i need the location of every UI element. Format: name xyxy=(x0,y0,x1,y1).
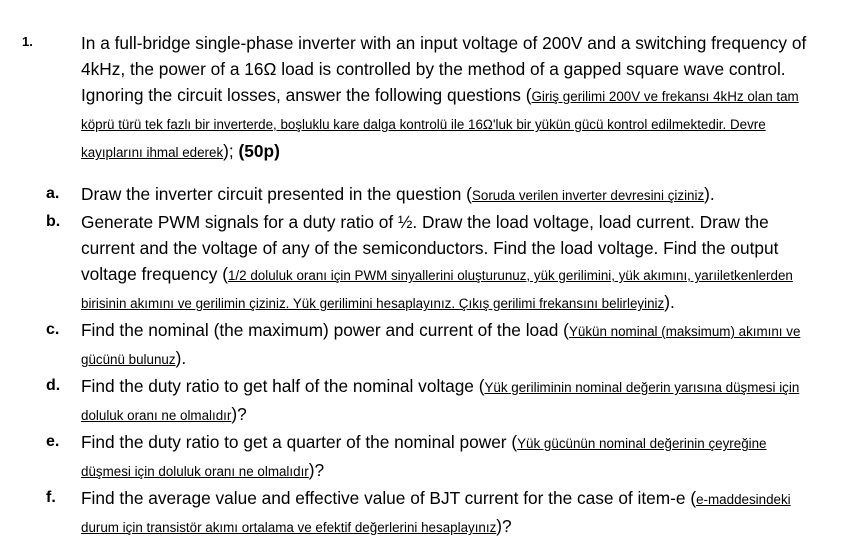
subquestion-closing-punct: ). xyxy=(664,292,675,312)
subquestion-f xyxy=(0,485,811,541)
subquestion-closing-punct: )? xyxy=(496,516,512,536)
subquestion-closing-punct: ). xyxy=(175,348,187,368)
subquestion-turkish-translation: Yük geriliminin nominal değerin yarısına düşmesi için doluluk oranı ne olmalıdır xyxy=(81,380,800,423)
subquestion-turkish-translation: 1/2 doluluk oranı için PWM sinyallerini oluşturunuz, yük gerilimini, yük akımını, yarıiletkenlerden birisinin akımını ve gerilimin çiziniz. Yük gerilimini hesaplayınız. Çıkış gerilimi frekansını belirleyiniz xyxy=(81,268,793,311)
subquestion-e xyxy=(0,429,811,485)
intro-closing-punct: ); xyxy=(223,141,234,161)
intro-turkish-translation: Giriş gerilimi 200V ve frekansı 4kHz olan tam köprü türü tek fazlı bir inverterde, boşluklu kare dalga kontrolü ile 16Ω'luk bir yükün gücü kontrol edilmektedir. Devre kayıplarını ihmal ederek xyxy=(81,89,799,160)
subquestion-english-text: Find the duty ratio to get a quarter of the nominal power ( xyxy=(81,432,518,452)
subquestion-list xyxy=(0,181,855,541)
subquestion-b xyxy=(0,209,811,317)
subquestion-turkish-translation: Yükün nominal (maksimum) akımını ve gücünü bulunuz xyxy=(81,324,801,367)
intro-english-text: In a full-bridge single-phase inverter with an input voltage of 200V and a switching frequency of 4kHz, the power of a 16Ω load is controlled by the method of a gapped square wave control. Ignoring the circuit losses, answer the following questions ( xyxy=(81,33,807,105)
subquestion-english-text: Find the duty ratio to get half of the nominal voltage ( xyxy=(81,376,485,396)
subquestion-turkish-translation: e-maddesindeki durum için transistör akımı ortalama ve efektif değerlerini hesaplayınız xyxy=(81,492,791,535)
subquestion-closing-punct: ). xyxy=(704,184,715,204)
subquestion-label: e. xyxy=(46,433,60,450)
question-number: 1. xyxy=(22,34,33,49)
subquestion-english-text: Find the nominal (the maximum) power and current of the load ( xyxy=(81,320,569,340)
subquestion-label: a. xyxy=(46,185,60,202)
subquestion-english-text: Draw the inverter circuit presented in the question ( xyxy=(81,184,472,204)
subquestion-closing-punct: )? xyxy=(231,404,247,424)
subquestion-turkish-translation: Yük gücünün nominal değerinin çeyreğine düşmesi için doluluk oranı ne olmalıdır xyxy=(81,436,767,479)
subquestion-c xyxy=(0,317,811,373)
subquestion-d xyxy=(0,373,811,429)
question-intro xyxy=(81,30,821,166)
subquestion-label: f. xyxy=(46,489,56,506)
subquestion-a xyxy=(0,181,811,209)
subquestion-label: b. xyxy=(46,213,61,230)
subquestion-closing-punct: )? xyxy=(308,460,325,480)
subquestion-turkish-translation: Soruda verilen inverter devresini çiziniz xyxy=(471,188,705,203)
subquestion-english-text: Generate PWM signals for a duty ratio of ½. Draw the load voltage, load current. Draw the current and the voltage of any of the semiconductors. Find the load voltage. Find the output voltage frequency ( xyxy=(81,212,779,284)
question-points: (50p) xyxy=(238,141,280,161)
subquestion-label: d. xyxy=(46,377,61,394)
subquestion-english-text: Find the average value and effective value of BJT current for the case of item-e ( xyxy=(81,488,697,508)
subquestion-label: c. xyxy=(46,321,60,338)
